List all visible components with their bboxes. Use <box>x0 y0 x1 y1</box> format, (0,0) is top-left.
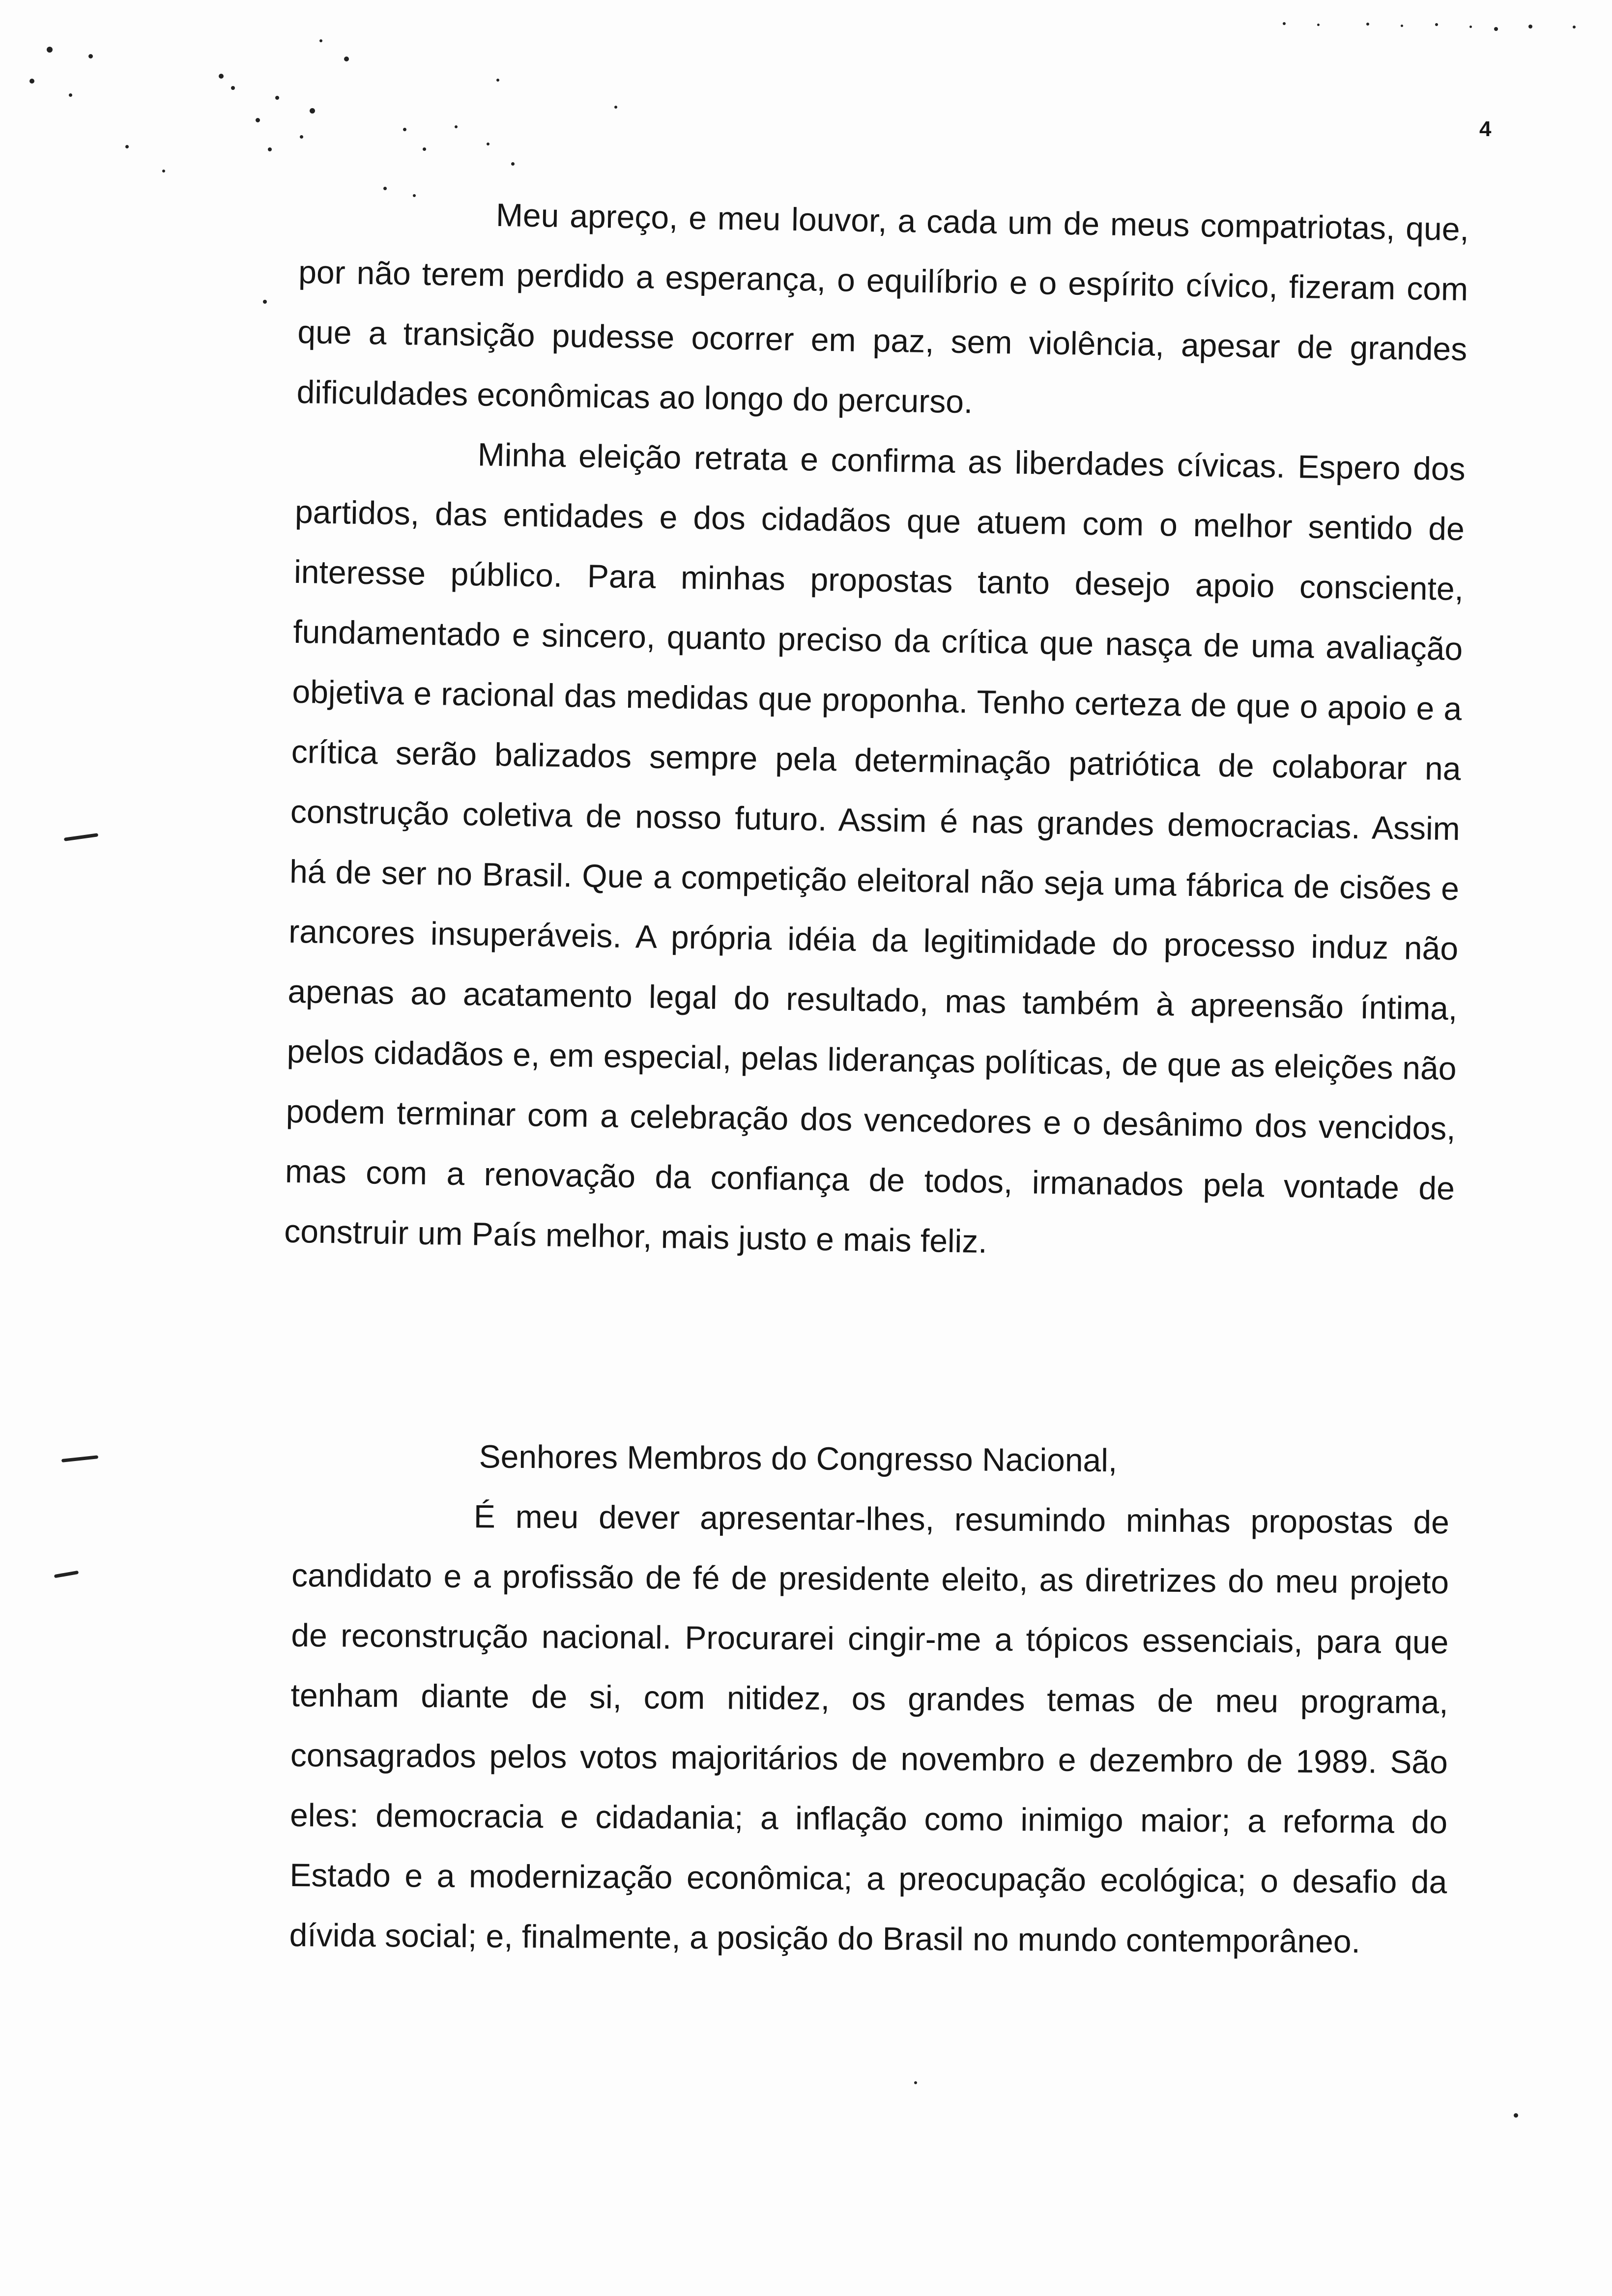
body-text-upper <box>284 182 1469 1278</box>
paragraph-election: Minha eleição retrata e confirma as liberdades cívicas. Espero dos partidos, das entidades e dos cidadãos que atuem com o melhor sentido de interesse público. Para minhas propostas tanto desejo apoio consciente, fundamentado e sincero, quanto preciso da crítica que nasça de uma avaliação objetiva e racional das medidas que proponha. Tenho certeza de que o apoio e a crítica serão balizados sempre pela determinação patriótica de colaborar na construção coletiva de nosso futuro. Assim é nas grandes democracias. Assim há de ser no Brasil. Que a competição eleitoral não seja uma fábrica de cisões e rancores insuperáveis. A própria idéia da legitimidade do processo induz não apenas ao acatamento legal do resultado, mas também à apreensão íntima, pelos cidadãos e, em especial, pelas lideranças políticas, de que as eleições não podem terminar com a celebração dos vencedores e o desânimo dos vencidos, mas com a renovação da confiança de todos, irmanados pela vontade de construir um País melhor, mais justo e mais feliz. <box>284 436 1466 1260</box>
salutation: Senhores Membros do Congresso Nacional, <box>479 1438 1118 1479</box>
page-number: 4 <box>1479 117 1492 141</box>
paragraph-appreciation: Meu apreço, e meu louvor, a cada um de meus compatriotas, que, por não terem perdido a esperança, o equilíbrio e o espírito cívico, fizeram com que a transição pudesse ocorrer em paz, sem violência, apesar de grandes dificuldades econômicas ao longo do percurso. <box>296 196 1469 420</box>
paragraph-program: É meu dever apresentar-lhes, resumindo minhas propostas de candidato e a profissão de fé de presidente eleito, as diretrizes do meu projeto de reconstrução nacional. Procurarei cingir-me a tópicos essenciais, para que tenham diante de si, com nitidez, os grandes temas de meu programa, consagrados pelos votos majoritários de novembro e dezembro de 1989. São eles: democracia e cidadania; a inflação como inimigo maior; a reforma do Estado e a modernização econômica; a preocupação ecológica; o desafio da dívida social; e, finalmente, a posição do Brasil no mundo contemporâneo. <box>289 1498 1450 1960</box>
body-text-lower <box>289 1425 1450 1972</box>
